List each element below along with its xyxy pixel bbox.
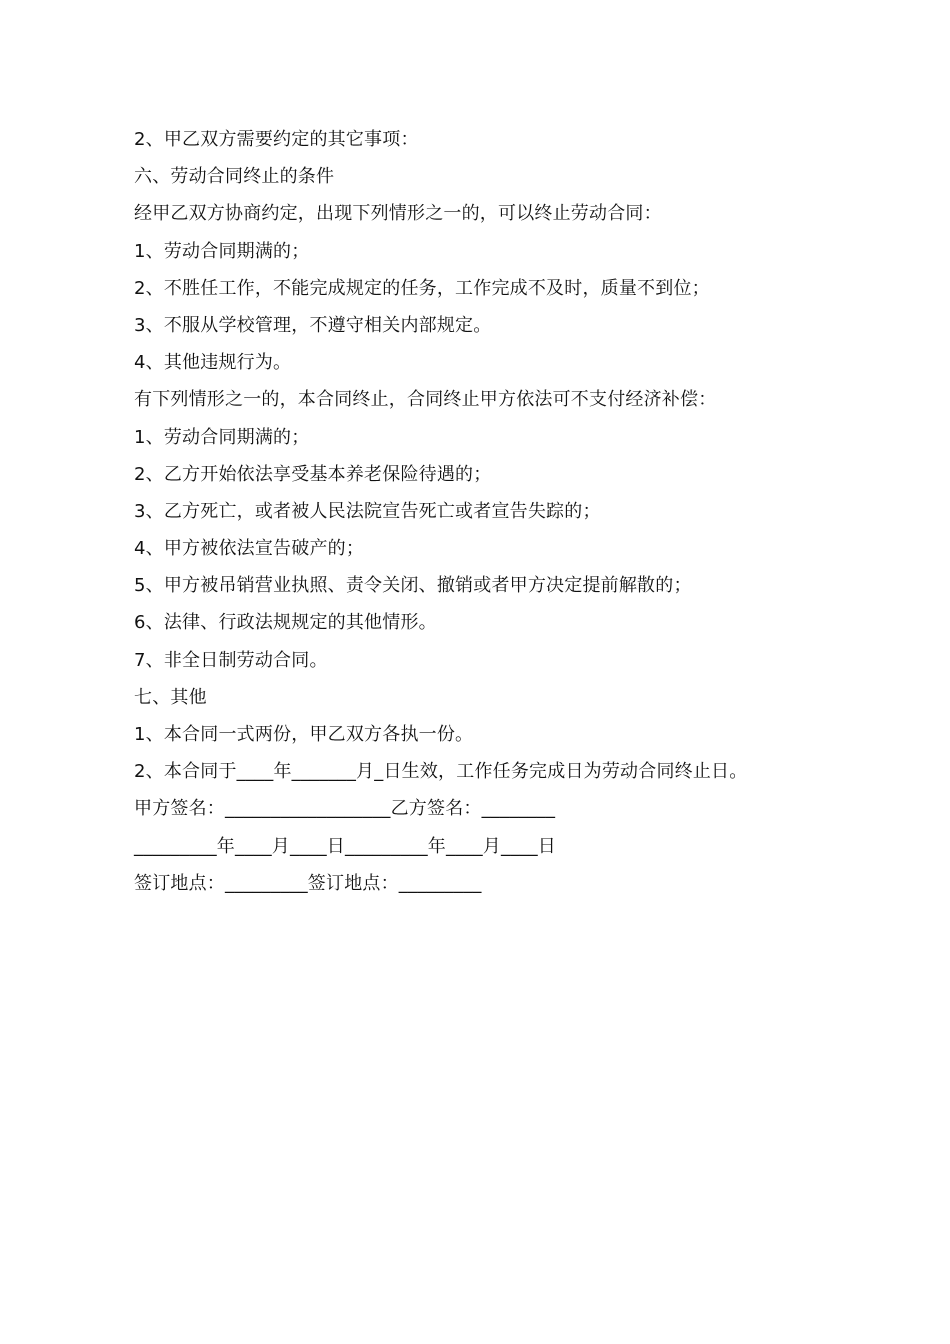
no-compensation-item-4: 4、甲方被依法宣告破产的；	[134, 538, 365, 560]
no-compensation-item-1: 1、劳动合同期满的；	[134, 426, 310, 448]
signature-line: 甲方签名：__________________乙方签名：________	[134, 798, 556, 820]
signing-location-line: 签订地点：_________签订地点：_________	[134, 872, 482, 894]
termination-item-2: 2、不胜任工作，不能完成规定的任务，工作完成不及时，质量不到位；	[134, 277, 710, 299]
no-compensation-item-7: 7、非全日制劳动合同。	[134, 649, 328, 671]
no-compensation-item-2: 2、乙方开始依法享受基本养老保险待遇的；	[134, 463, 492, 485]
other-item-1: 1、本合同一式两份，甲乙双方各执一份。	[134, 724, 474, 745]
no-compensation-item-5: 5、甲方被吊销营业执照、责令关闭、撤销或者甲方决定提前解散的；	[134, 575, 692, 597]
termination-item-3: 3、不服从学校管理，不遵守相关内部规定。	[134, 314, 492, 336]
no-compensation-item-3: 3、乙方死亡，或者被人民法院宣告死亡或者宣告失踪的；	[134, 500, 601, 522]
section-heading-termination: 六、劳动合同终止的条件	[134, 166, 335, 188]
section-heading-other: 七、其他	[134, 686, 207, 708]
other-item-2: 2、本合同于____年_______月_日生效，工作任务完成日为劳动合同终止日。	[134, 761, 748, 783]
no-compensation-intro: 有下列情形之一的，本合同终止，合同终止甲方依法可不支付经济补偿：	[134, 389, 717, 411]
termination-item-4: 4、其他违规行为。	[134, 352, 292, 374]
document-body	[134, 121, 834, 902]
no-compensation-item-6: 6、法律、行政法规规定的其他情形。	[134, 612, 437, 634]
termination-intro: 经甲乙双方协商约定，出现下列情形之一的，可以终止劳动合同：	[134, 203, 662, 225]
date-line: _________年____月____日_________年____月____日	[134, 835, 556, 857]
termination-item-1: 1、劳动合同期满的；	[134, 240, 310, 262]
line-item-2-other-matters: 2、甲乙双方需要约定的其它事项：	[134, 129, 419, 150]
